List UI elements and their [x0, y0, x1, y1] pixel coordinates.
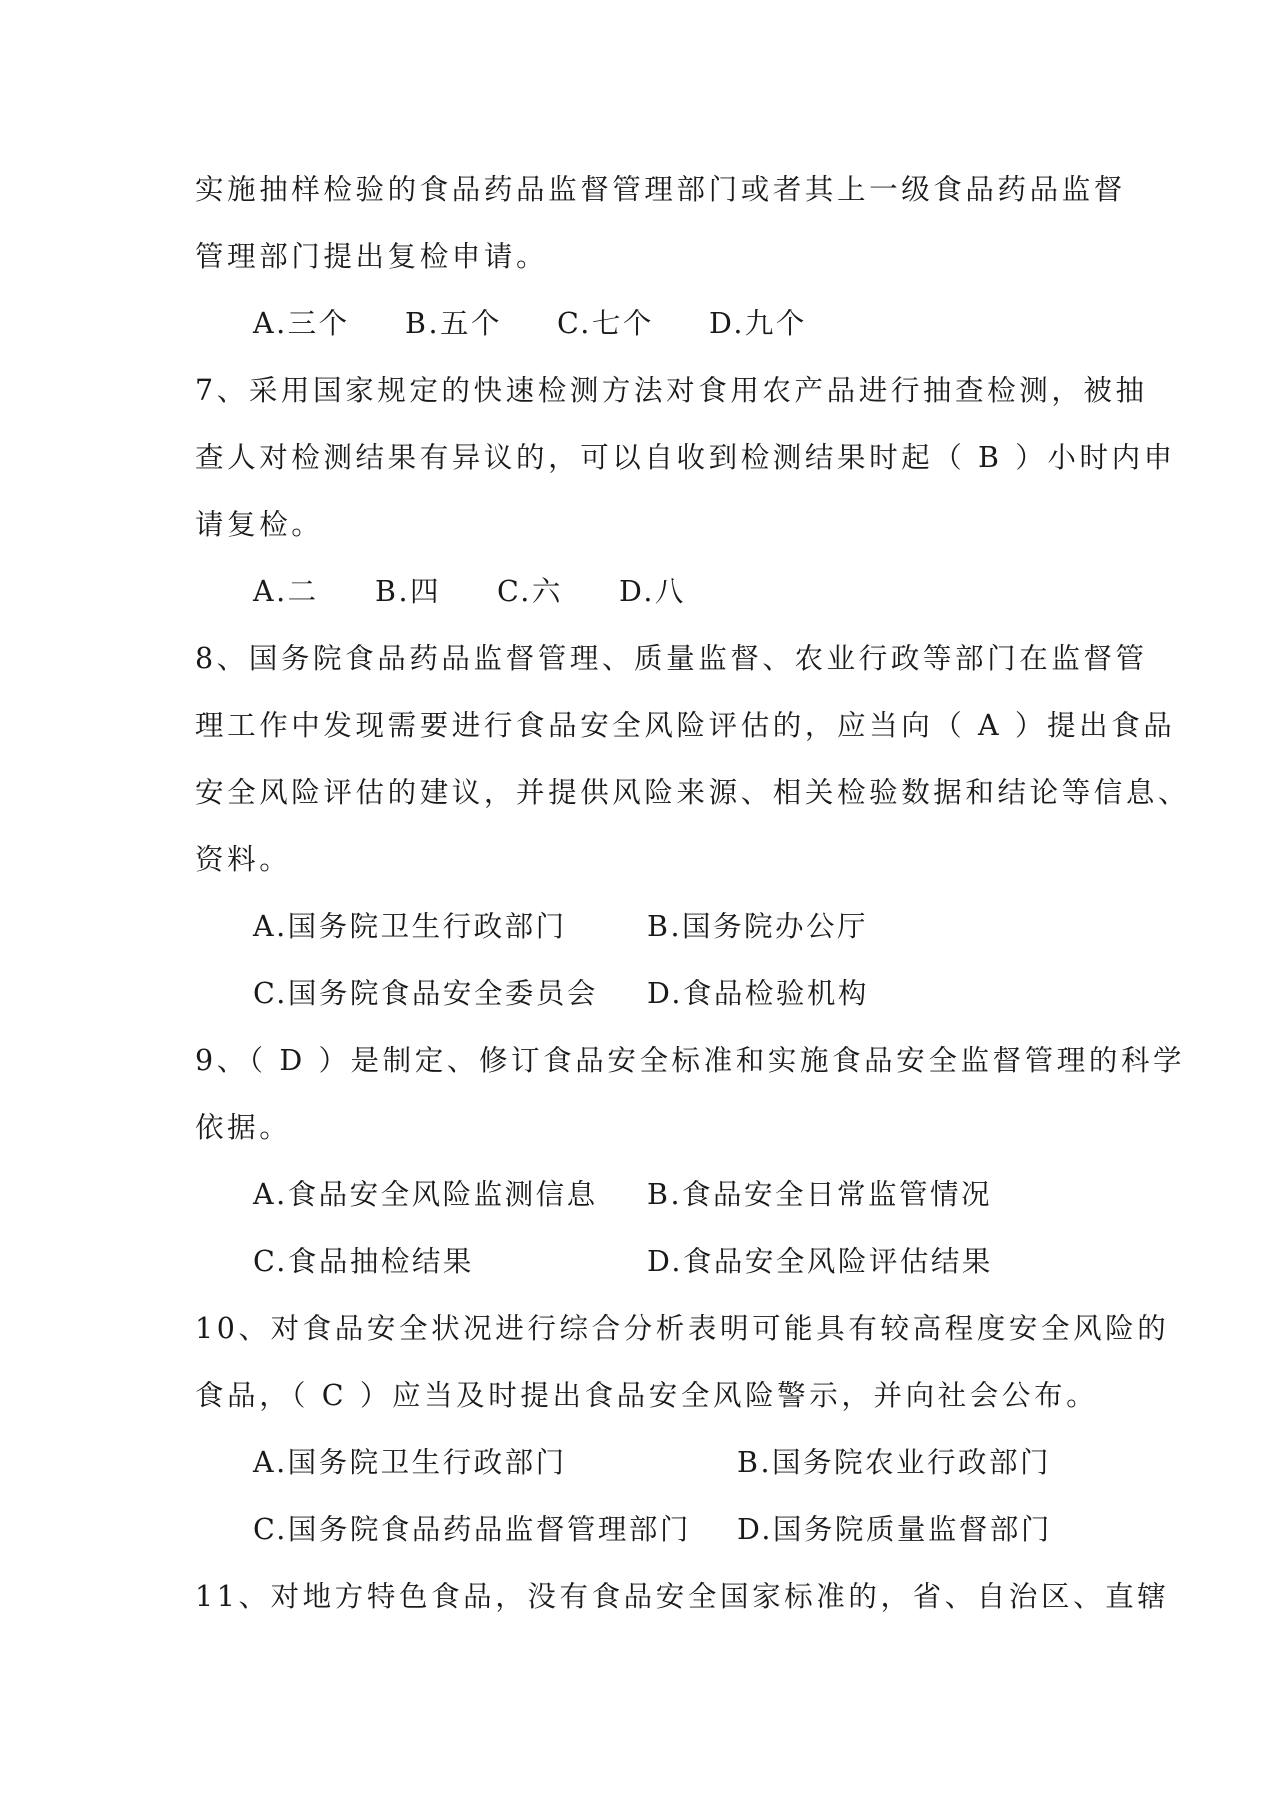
question-7-line-1: 7、采用国家规定的快速检测方法对食用农产品进行抽查检测，被抽: [195, 374, 1148, 407]
question-8-line-4: 资料。: [195, 843, 292, 876]
option-c: C.七个: [557, 307, 654, 340]
carryover-line-2: 管理部门提出复检申请。: [195, 240, 549, 273]
option-b: B.国务院农业行政部门: [737, 1446, 1052, 1479]
option-d: D.八: [619, 575, 686, 608]
option-d: D.九个: [709, 307, 807, 340]
option-c: C.食品抽检结果: [253, 1245, 474, 1278]
option-b: B.四: [375, 575, 442, 608]
question-10-line-1: 10、对食品安全状况进行综合分析表明可能具有较高程度安全风险的: [195, 1312, 1170, 1345]
option-d: D.食品安全风险评估结果: [647, 1245, 993, 1278]
option-d: D.食品检验机构: [647, 977, 869, 1010]
option-a: A.三个: [253, 307, 350, 340]
question-8-line-3: 安全风险评估的建议，并提供风险来源、相关检验数据和结论等信息、: [195, 776, 1191, 809]
option-a: A.食品安全风险监测信息: [253, 1178, 598, 1211]
option-a: A.国务院卫生行政部门: [253, 1446, 567, 1479]
question-8-line-1: 8、国务院食品药品监督管理、质量监督、农业行政等部门在监督管: [195, 642, 1148, 675]
option-a: A.国务院卫生行政部门: [253, 910, 567, 943]
question-7-line-2: 查人对检测结果有异议的，可以自收到检测结果时起（ B ）小时内申: [195, 441, 1176, 474]
question-8-line-2: 理工作中发现需要进行食品安全风险评估的，应当向（ A ）提出食品: [195, 709, 1176, 742]
option-b: B.食品安全日常监管情况: [647, 1178, 993, 1211]
option-d: D.国务院质量监督部门: [737, 1513, 1052, 1546]
option-a: A.二: [253, 575, 319, 608]
question-9-line-1: 9、（ D ）是制定、修订食品安全标准和实施食品安全监督管理的科学: [195, 1044, 1186, 1077]
option-c: C.六: [497, 575, 563, 608]
option-b: B.国务院办公厅: [647, 910, 869, 943]
question-10-line-2: 食品，（ C ）应当及时提出食品安全风险警示，并向社会公布。: [195, 1379, 1099, 1412]
option-b: B.五个: [405, 307, 503, 340]
question-7-line-3: 请复检。: [195, 508, 324, 541]
question-9-line-2: 依据。: [195, 1111, 292, 1144]
carryover-line-1: 实施抽样检验的食品药品监督管理部门或者其上一级食品药品监督: [195, 173, 1126, 206]
question-11-line-1: 11、对地方特色食品，没有食品安全国家标准的，省、自治区、直辖: [195, 1580, 1170, 1613]
option-c: C.国务院食品安全委员会: [253, 977, 598, 1010]
option-c: C.国务院食品药品监督管理部门: [253, 1513, 691, 1546]
